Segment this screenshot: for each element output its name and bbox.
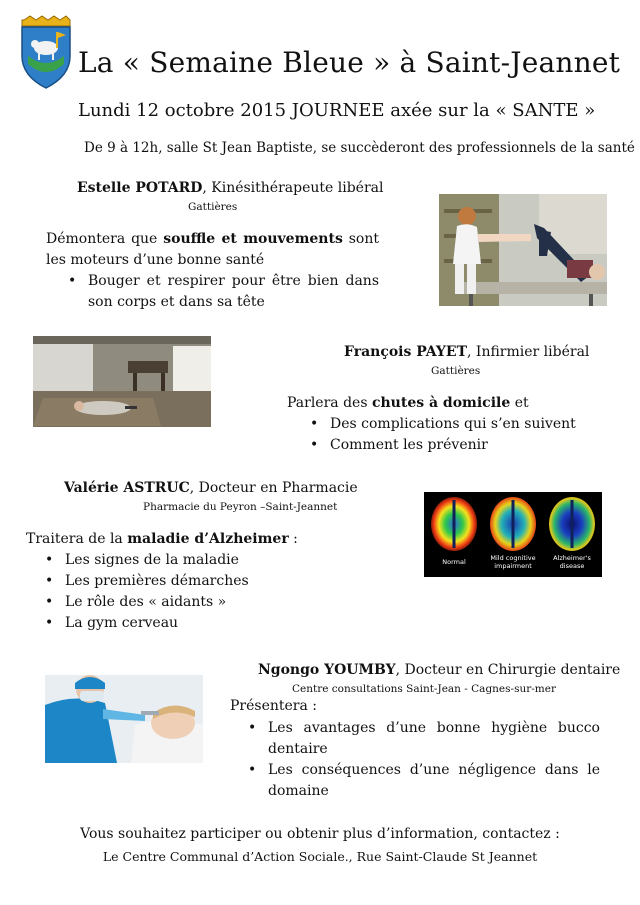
speaker-4-description: Présentera : <box>230 698 318 714</box>
coat-of-arms-icon <box>18 14 74 90</box>
speaker-4-place: Centre consultations Saint-Jean - Cagnes-sur-mer <box>292 683 556 695</box>
list-item: • Le rôle des « aidants » <box>43 592 343 613</box>
speaker-1-description: Démontera que souffle et mouvements sont les moteurs d’une bonne santé <box>46 231 379 268</box>
speaker-1-topic: souffle et mouvements <box>163 231 343 247</box>
speaker-3-role: , Docteur en Pharmacie <box>189 480 358 496</box>
list-item: • Comment les prévenir <box>308 435 608 456</box>
brain-scan-label-mci-line2: impairment <box>494 562 532 570</box>
speaker-1-heading <box>77 180 383 196</box>
speaker-1-name: Estelle POTARD <box>77 180 203 196</box>
list-item: • Les avantages d’une bonne hygiène bucco dentaire <box>246 718 600 760</box>
coat-of-arms-logo <box>18 14 74 90</box>
event-subtitle: Lundi 12 octobre 2015 JOURNEE axée sur la « SANTE » <box>78 100 596 121</box>
contact-invitation: Vous souhaitez participer ou obtenir plus d’information, contactez : <box>80 826 560 842</box>
brain-scan-alzheimer <box>549 497 595 551</box>
speaker-4-role: , Docteur en Chirurgie dentaire <box>395 662 621 678</box>
list-item: • Les premières démarches <box>43 571 343 592</box>
speaker-4-heading <box>258 662 620 678</box>
speaker-1-bullets <box>66 271 379 313</box>
speaker-3-bullets <box>43 550 343 634</box>
speaker-4-bullets <box>246 718 600 802</box>
speaker-2-bullets <box>308 414 608 456</box>
fall-at-home-photo <box>33 336 211 427</box>
speaker-3-description: Traitera de la maladie d’Alzheimer : <box>26 531 298 547</box>
physiotherapy-photo <box>439 194 607 306</box>
speaker-2-heading <box>344 344 589 360</box>
list-item: • Les signes de la maladie <box>43 550 343 571</box>
brain-scan-label-mci-line1: Mild cognitive <box>490 554 536 562</box>
brain-scan-label-ad-line2: disease <box>559 562 585 570</box>
speaker-3-place: Pharmacie du Peyron –Saint-Jeannet <box>143 501 338 513</box>
brain-scan-image <box>424 492 602 577</box>
brain-scan-label-normal: Normal <box>442 558 466 566</box>
dental-care-photo <box>45 675 203 763</box>
speaker-2-topic: chutes à domicile <box>371 395 511 411</box>
speaker-1-role: , Kinésithérapeute libéral <box>202 180 384 196</box>
list-item: • Des complications qui s’en suivent <box>308 414 608 435</box>
speaker-3-heading <box>64 480 358 496</box>
brain-scan-mci <box>490 497 536 551</box>
speaker-1-place: Gattières <box>188 201 238 213</box>
page-title: La « Semaine Bleue » à Saint-Jeannet <box>78 46 621 79</box>
contact-address: Le Centre Communal d’Action Sociale., Rue Saint-Claude St Jeannet <box>102 849 538 864</box>
brain-scan-normal <box>431 497 477 551</box>
speaker-2-role: , Infirmier libéral <box>467 344 590 360</box>
speaker-3-topic: maladie d’Alzheimer <box>127 531 289 547</box>
speaker-2-description: Parlera des chutes à domicile et <box>287 395 529 411</box>
speaker-2-name: François PAYET <box>344 344 468 360</box>
speaker-4-name: Ngongo YOUMBY <box>258 662 396 678</box>
list-item: • La gym cerveau <box>43 613 343 634</box>
speaker-3-name: Valérie ASTRUC <box>64 480 190 496</box>
brain-scan-label-ad-line1: Alzheimer's <box>553 554 591 562</box>
event-intro: De 9 à 12h, salle St Jean Baptiste, se succèderont des professionnels de la santé <box>84 140 635 156</box>
list-item: • Bouger et respirer pour être bien dans son corps et dans sa tête <box>66 271 379 313</box>
list-item: • Les conséquences d’une négligence dans le domaine <box>246 760 600 802</box>
speaker-2-place: Gattières <box>431 365 481 377</box>
